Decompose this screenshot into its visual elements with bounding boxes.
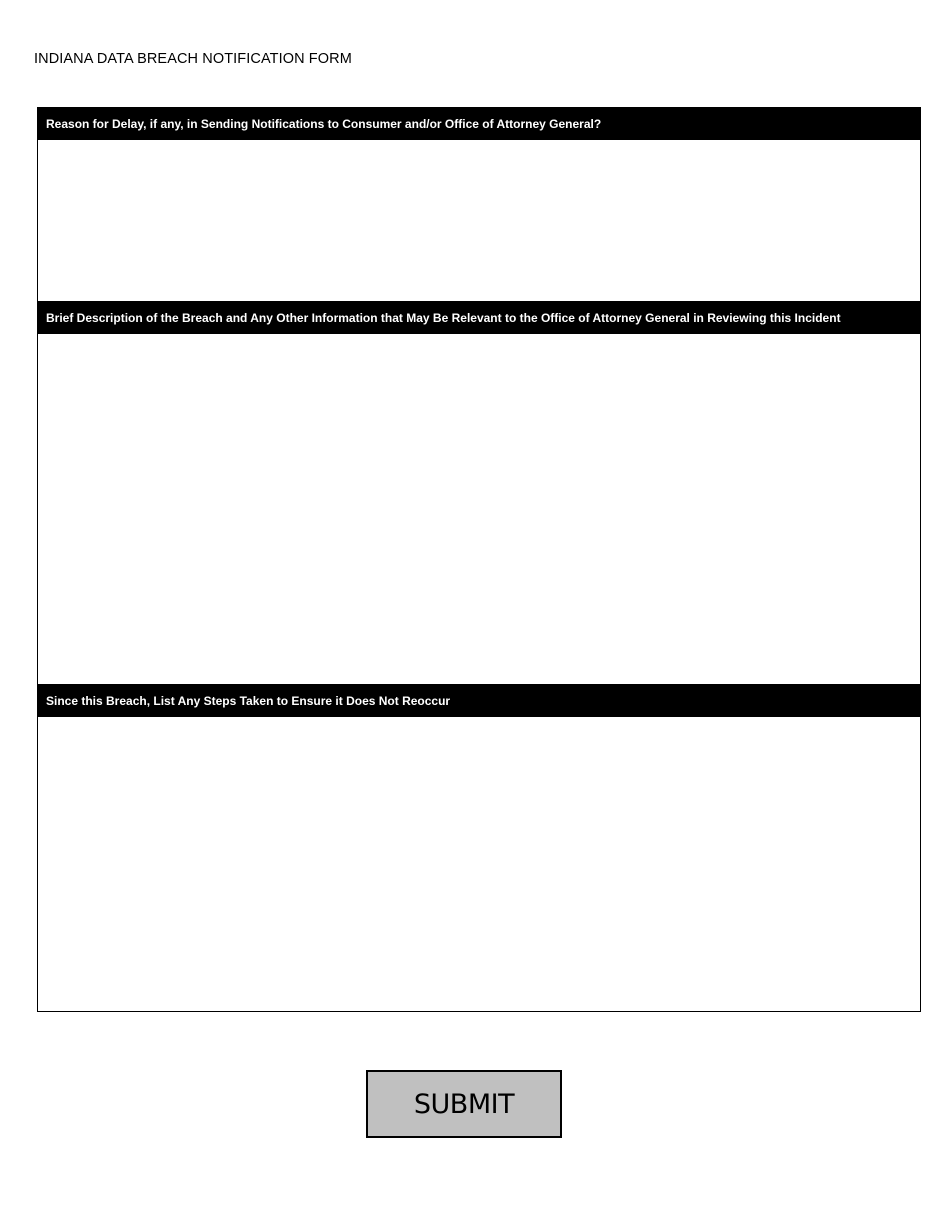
- prevention-steps-header: Since this Breach, List Any Steps Taken to Ensure it Does Not Reoccur: [38, 685, 920, 717]
- delay-reason-field[interactable]: [38, 140, 920, 301]
- breach-description-header: Brief Description of the Breach and Any Other Information that May Be Relevant to the Office of Attorney General in Reviewing this Incident: [38, 302, 920, 334]
- submit-button[interactable]: SUBMIT: [366, 1070, 562, 1138]
- delay-reason-section: [37, 107, 921, 302]
- form-title: INDIANA DATA BREACH NOTIFICATION FORM: [34, 51, 352, 67]
- breach-description-field[interactable]: [38, 334, 920, 684]
- delay-reason-header: Reason for Delay, if any, in Sending Notifications to Consumer and/or Office of Attorney General?: [38, 108, 920, 140]
- breach-description-section: [37, 301, 921, 685]
- prevention-steps-section: [37, 684, 921, 1012]
- prevention-steps-field[interactable]: [38, 717, 920, 1011]
